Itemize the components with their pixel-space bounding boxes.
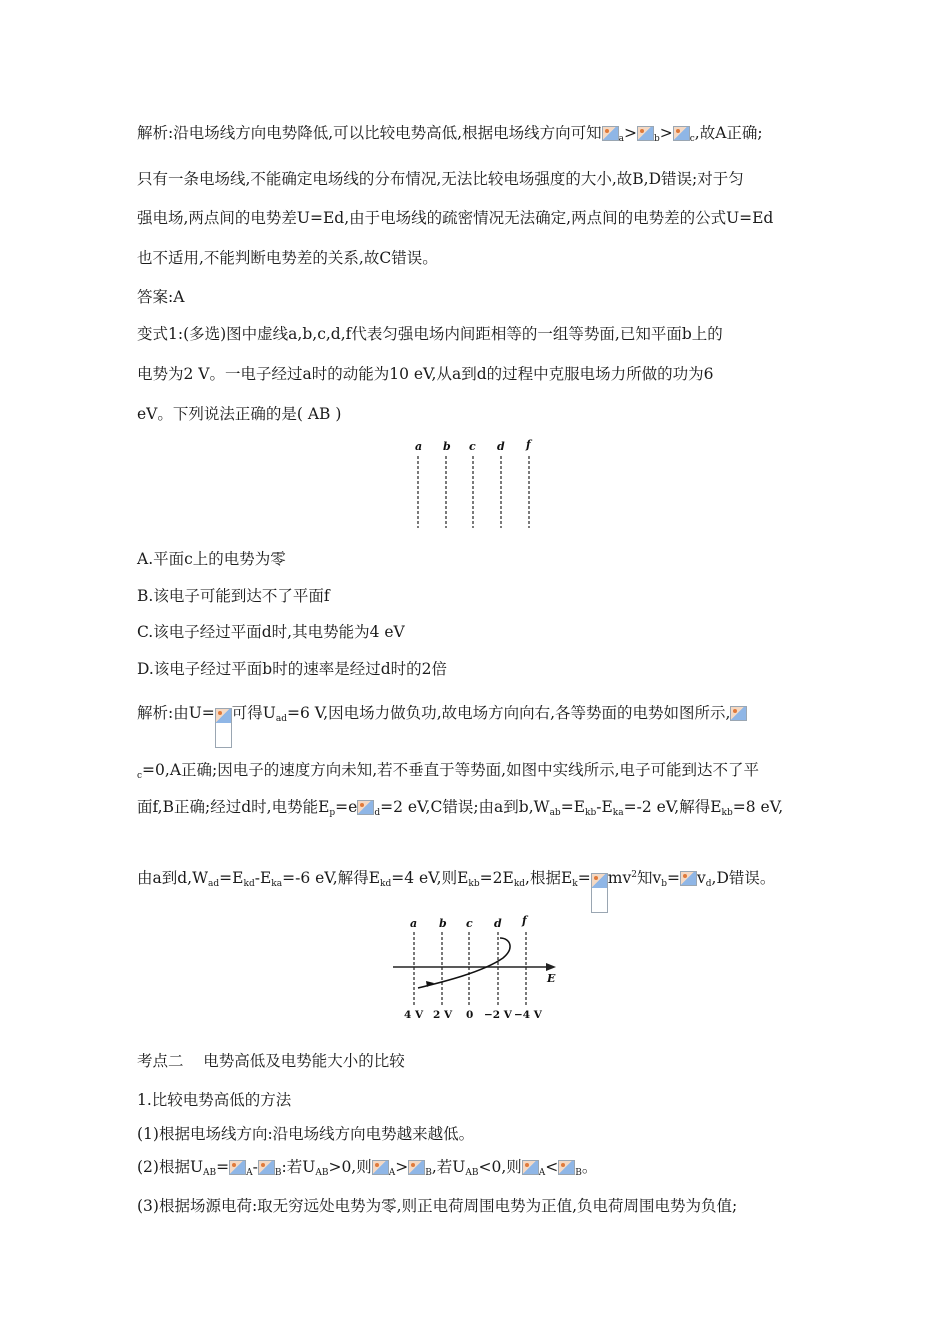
section-item-2: (1)根据电场线方向:沿电场线方向电势越来越低。: [137, 1125, 475, 1143]
option-c: C.该电子经过平面d时,其电势能为4 eV: [137, 623, 405, 641]
field-arrowhead-icon: [546, 963, 556, 971]
phi-image-icon: [357, 800, 374, 815]
plane-label-d: d: [494, 917, 502, 930]
analysis2-line2: $_c$=0,A正确;因电子的速度方向未知,若不垂直于等势面,如图中实线所示,电子可能到达不了平: [137, 761, 760, 781]
section-item-4: (3)根据场源电荷:取无穷远处电势为零,则正电荷周围电势为正值,负电荷周围电势为负值;: [137, 1197, 738, 1215]
equipotential-figure: [405, 436, 545, 532]
phi-image-icon: [673, 126, 690, 141]
potential-label-d: −2 V: [484, 1009, 512, 1021]
section-item-1: 1.比较电势高低的方法: [137, 1091, 292, 1109]
phi-image-icon: [602, 126, 619, 141]
field-trajectory-figure: [388, 910, 560, 1022]
plane-label-a: a: [410, 917, 418, 930]
variant-line2: 电势为2 V。一电子经过a时的动能为10 eV,从a到d的过程中克服电场力所做的功为6: [137, 365, 714, 383]
variant-line3: eV。下列说法正确的是( AB ): [137, 405, 342, 423]
phi-image-icon: [258, 1160, 275, 1175]
section-item-3: (2)根据$U_{AB}= _A-$ $_B$:若$U_{AB}>0$,则 $_A$> $_B$,若$U_{AB}<0$,则 $_A$< $_B$。: [137, 1158, 598, 1178]
plane-label-a: a: [415, 440, 423, 453]
plane-label-c: c: [469, 440, 476, 453]
phi-image-icon: [522, 1160, 539, 1175]
variant-line1: 变式1:(多选)图中虚线a,b,c,d,f代表匀强电场内间距相等的一组等势面,已知平面b上的: [137, 325, 723, 343]
sqrt2-image-icon: [680, 871, 697, 886]
section-heading: 考点二 电势高低及电势能大小的比较: [137, 1052, 405, 1070]
phi-image-icon: [408, 1160, 425, 1175]
potential-label-b: 2 V: [433, 1009, 453, 1021]
option-a: A.平面c上的电势为零: [137, 550, 286, 568]
phi-image-icon: [637, 126, 654, 141]
fraction-image-icon: [215, 708, 232, 748]
fraction-image-icon: [591, 873, 608, 913]
potential-label-f: −4 V: [514, 1009, 542, 1021]
plane-label-b: b: [439, 917, 447, 930]
analysis1-line2: 只有一条电场线,不能确定电场线的分布情况,无法比较电场强度的大小,故B,D错误;对于匀: [137, 170, 744, 188]
analysis2-line1: 解析:由U= 可得$U_{ad}=6$ V,因电场力做负功,故电场方向向右,各等势面的电势如图所示,: [137, 703, 747, 748]
option-d: D.该电子经过平面b时的速率是经过d时的2倍: [137, 660, 448, 678]
potential-label-a: 4 V: [404, 1009, 424, 1021]
analysis1-line4: 也不适用,不能判断电势差的关系,故C错误。: [137, 249, 438, 267]
phi-image-icon: [730, 706, 747, 721]
answer-line: 答案:A: [137, 288, 185, 306]
plane-label-b: b: [443, 440, 451, 453]
phi-image-icon: [372, 1160, 389, 1175]
plane-label-d: d: [497, 440, 505, 453]
analysis1-line1: 解析:沿电场线方向电势降低,可以比较电势高低,根据电场线方向可知 $_a$> $_b$> $_c$,故A正确;: [137, 124, 763, 144]
plane-label-c: c: [466, 917, 473, 930]
plane-label-f: f: [526, 438, 531, 451]
analysis2-line4: 由a到$d,W_{ad}=E_{kd}-E_{ka}=-6$ eV,解得$E_{kd}=4$ eV,则$E_{kb}=2E_{kd}$,根据$E_k= mv^2$知$v_b= v_d,D$错误。: [137, 865, 775, 913]
electron-trajectory: [418, 938, 510, 988]
phi-image-icon: [229, 1160, 246, 1175]
phi-image-icon: [558, 1160, 575, 1175]
analysis2-line3: 面f,B正确;经过d时,电势能$E_p=e$ $_d$=2 eV,C错误;由a到$b,W_{ab}=E_{kb}-E_{ka}=-2$ eV,解得$E_{kb}=8$ eV,: [137, 798, 784, 818]
option-b: B.该电子可能到达不了平面f: [137, 587, 330, 605]
field-axis-label: E: [547, 972, 556, 985]
potential-label-c: 0: [466, 1009, 474, 1021]
plane-label-f: f: [522, 914, 527, 927]
analysis1-line3: 强电场,两点间的电势差U=Ed,由于电场线的疏密情况无法确定,两点间的电势差的公式U=Ed: [137, 209, 774, 227]
